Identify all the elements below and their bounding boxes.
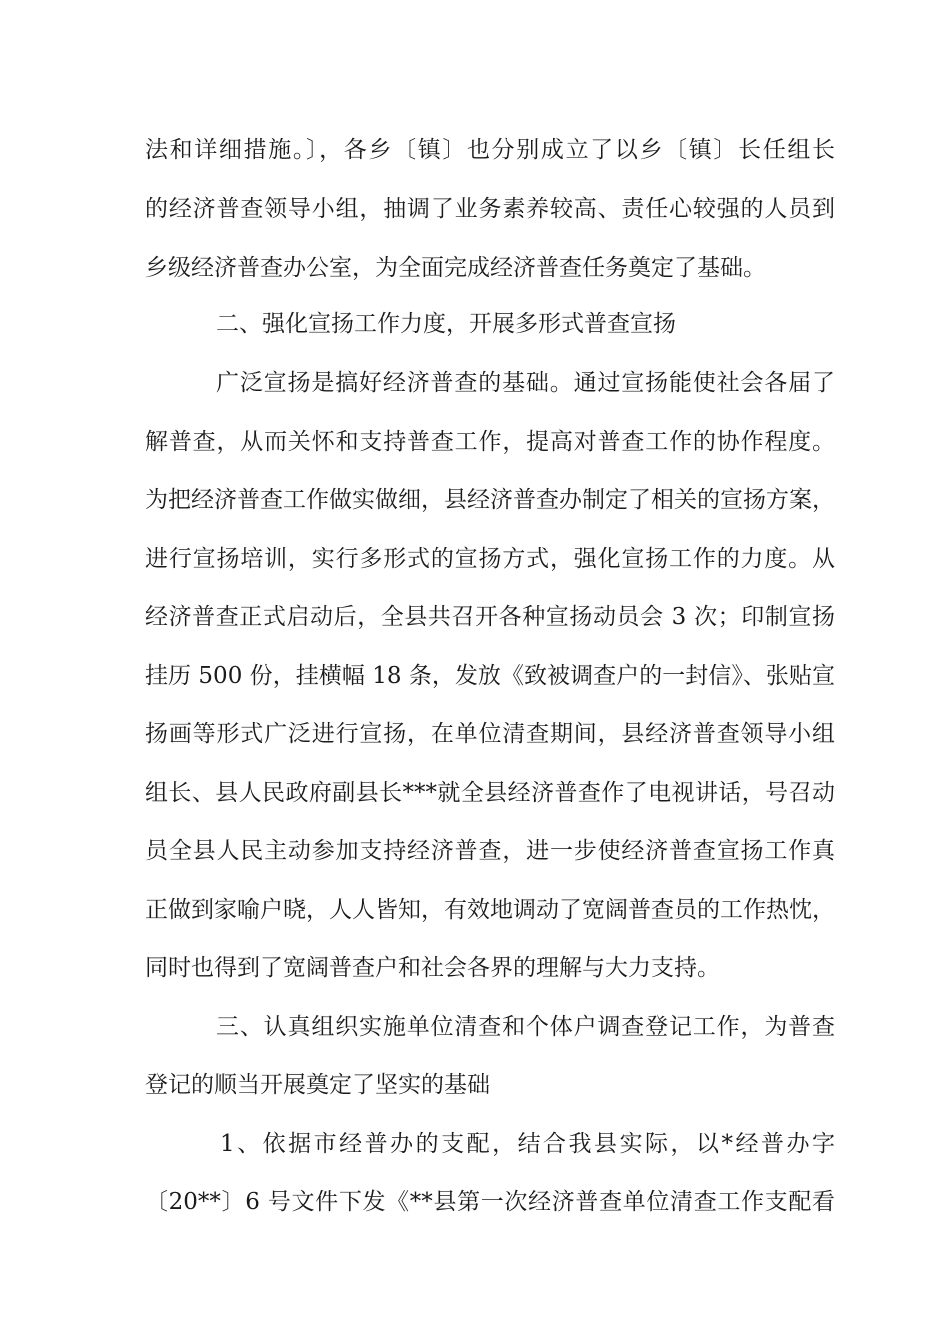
text-line-14: 正做到家喻户晓，人人皆知，有效地调动了宽阔普查员的工作热忱， bbox=[145, 897, 835, 923]
section-heading-3: 三、认真组织实施单位清查和个体户调查登记工作，为普查 bbox=[216, 1014, 835, 1040]
section-heading-2: 二、强化宣扬工作力度，开展多形式普查宣扬 bbox=[216, 311, 676, 337]
text-line-18: 1、依据市经普办的支配，结合我县实际，以*经普办字 bbox=[220, 1131, 835, 1157]
text-line-13: 员全县人民主动参加支持经济普查，进一步使经济普查宣扬工作真 bbox=[145, 838, 835, 864]
text-line-15: 同时也得到了宽阔普查户和社会各界的理解与大力支持。 bbox=[145, 955, 720, 981]
text-line-12: 组长、县人民政府副县长***就全县经济普查作了电视讲话，号召动 bbox=[145, 780, 835, 806]
text-line-19: 〔20**〕6 号文件下发《**县第一次经济普查单位清查工作支配看 bbox=[145, 1189, 835, 1215]
text-line-1: 法和详细措施。〕，各乡〔镇〕也分别成立了以乡〔镇〕长任组长 bbox=[145, 137, 835, 163]
text-line-11: 扬画等形式广泛进行宣扬，在单位清查期间，县经济普查领导小组 bbox=[145, 721, 835, 747]
text-line-10: 挂历 500 份，挂横幅 18 条，发放《致被调查户的一封信》、张贴宣 bbox=[145, 663, 835, 689]
text-line-8: 进行宣扬培训，实行多形式的宣扬方式，强化宣扬工作的力度。从 bbox=[145, 546, 835, 572]
text-line-2: 的经济普查领导小组，抽调了业务素养较高、责任心较强的人员到 bbox=[145, 196, 835, 222]
text-line-9: 经济普查正式启动后，全县共召开各种宣扬动员会 3 次；印制宣扬 bbox=[145, 604, 835, 630]
text-line-5: 广泛宣扬是搞好经济普查的基础。通过宣扬能使社会各届了 bbox=[216, 370, 835, 396]
text-line-7: 为把经济普查工作做实做细，县经济普查办制定了相关的宣扬方案， bbox=[145, 487, 835, 513]
text-line-6: 解普查，从而关怀和支持普查工作，提高对普查工作的协作程度。 bbox=[145, 429, 835, 455]
text-line-17: 登记的顺当开展奠定了坚实的基础 bbox=[145, 1072, 490, 1098]
text-line-3: 乡级经济普查办公室，为全面完成经济普查任务奠定了基础。 bbox=[145, 255, 766, 281]
